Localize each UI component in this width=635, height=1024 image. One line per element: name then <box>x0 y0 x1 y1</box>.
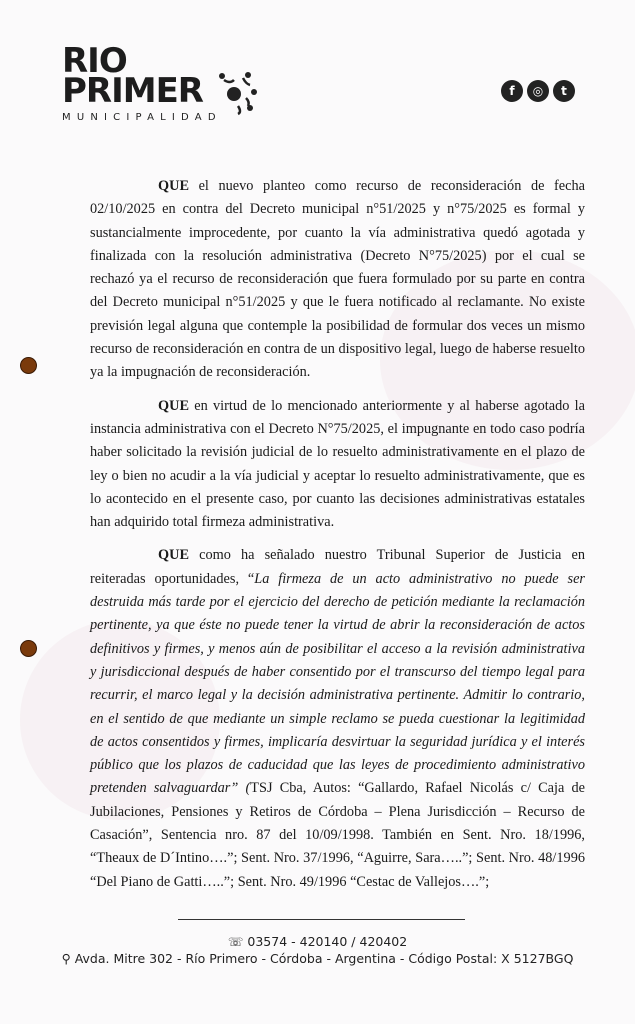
paragraph-2 <box>90 395 585 535</box>
logo-subtitle: MUNICIPALIDAD <box>62 112 222 123</box>
document-body <box>90 175 585 904</box>
logo-line-2: PRIMER <box>62 71 203 111</box>
instagram-icon[interactable]: ◎ <box>527 80 549 102</box>
paragraph-1 <box>90 175 585 385</box>
punch-hole <box>20 640 37 657</box>
paragraph-text: en virtud de lo mencionado anteriormente y al haberse agotado la instancia administrativa con el Decreto N°75/2025, el impugnante en todo caso podría haber solicitado la revisión judicial de lo resuelto administrativamente en el plazo de ley o bien no acudir a la vía judicial y aceptar lo resuelto administrativamente, que es lo acontecido en el presente caso, por cuanto las decisiones administrativas estatales han adquirido total firmeza administrativa. <box>90 397 585 531</box>
municipality-logo <box>62 41 262 126</box>
sun-logo-icon <box>210 66 260 116</box>
phone-icon: ☏ <box>227 934 248 949</box>
footer-divider <box>178 919 465 920</box>
paragraph-text: como ha señalado nuestro Tribunal Superior de Justicia en reiteradas oportunidades, “ <box>90 547 585 587</box>
location-pin-icon: ⚲ <box>61 951 75 966</box>
address-text: Avda. Mitre 302 - Río Primero - Córdoba - Argentina - Código Postal: X 5127BGQ <box>74 951 574 966</box>
paragraph-lead: QUE <box>158 547 189 564</box>
social-links <box>501 80 575 102</box>
punch-hole <box>20 357 37 374</box>
phone-text: 03574 - 420140 / 420402 <box>247 934 408 949</box>
quotation: La firmeza de un acto administrativo no puede ser destruida más tarde por el ejercicio del derecho de petición mediante la reclamación pertinente, ya que éste no puede tener la virtud de abrir la reconsideración de actos definitivos y firmes, y menos aún de posibilitar el acceso a la revisión administrativa y jurisdiccional después de haber consentido por el transcurso del tiempo legal para recurrir, el marco legal y la decisión administrativa pertinente. Admitir lo contrario, en el sentido de que mediante un simple reclamo se pueda cuestionar la legitimidad de actos consentidos y firmes, implicaría desvirtuar la seguridad jurídica y el interés público que los plazos de caducidad que las leyes de procedimiento administrativo pretenden salvaguardar” ( <box>90 570 585 797</box>
logo-line-1: RIO <box>62 41 127 81</box>
citation: TSJ Cba, Autos: “Gallardo, Rafael Nicolás c/ Caja de Jubilaciones, Pensiones y Retiros de Córdoba – Plena Jurisdicción – Recurso de Casación”, Sentencia nro. 87 del 10/09/1998. También en Sent. Nro. 18/1996, “Theaux de D´Intino….”; Sent. Nro. 37/1996, “Aguirre, Sara…..”; Sent. Nro. 48/1996 “Del Piano de Gatti…..”; Sent. Nro. 49/1996 “Cestac de Vallejos….”; <box>90 780 586 890</box>
paragraph-text: el nuevo planteo como recurso de reconsideración de fecha 02/10/2025 en contra del Decreto municipal n°51/2025 y n°75/2025 es formal y sustancialmente improcedente, por cuanto la vía administrativa quedó agotada y finalizada con la resolución administrativa (Decreto N°75/2025) por el cual se rechazó ya el recurso de reconsideración que fuera formulado por su parte en contra del Decreto municipal n°51/2025 y que le fuera notificado al reclamante. No existe previsión legal alguna que contemple la posibilidad de formular dos veces un mismo recurso de reconsideración en contra de un dispositivo legal, luego de haberse resuelto ya la impugnación de reconsideración. <box>90 178 585 381</box>
paragraph-lead: QUE <box>158 178 189 194</box>
facebook-icon[interactable]: f <box>501 80 523 102</box>
footer-address <box>0 951 635 966</box>
twitter-icon[interactable]: t <box>553 80 575 102</box>
paragraph-lead: QUE <box>158 397 189 414</box>
paragraph-3 <box>90 544 585 893</box>
footer-phone <box>0 934 635 949</box>
